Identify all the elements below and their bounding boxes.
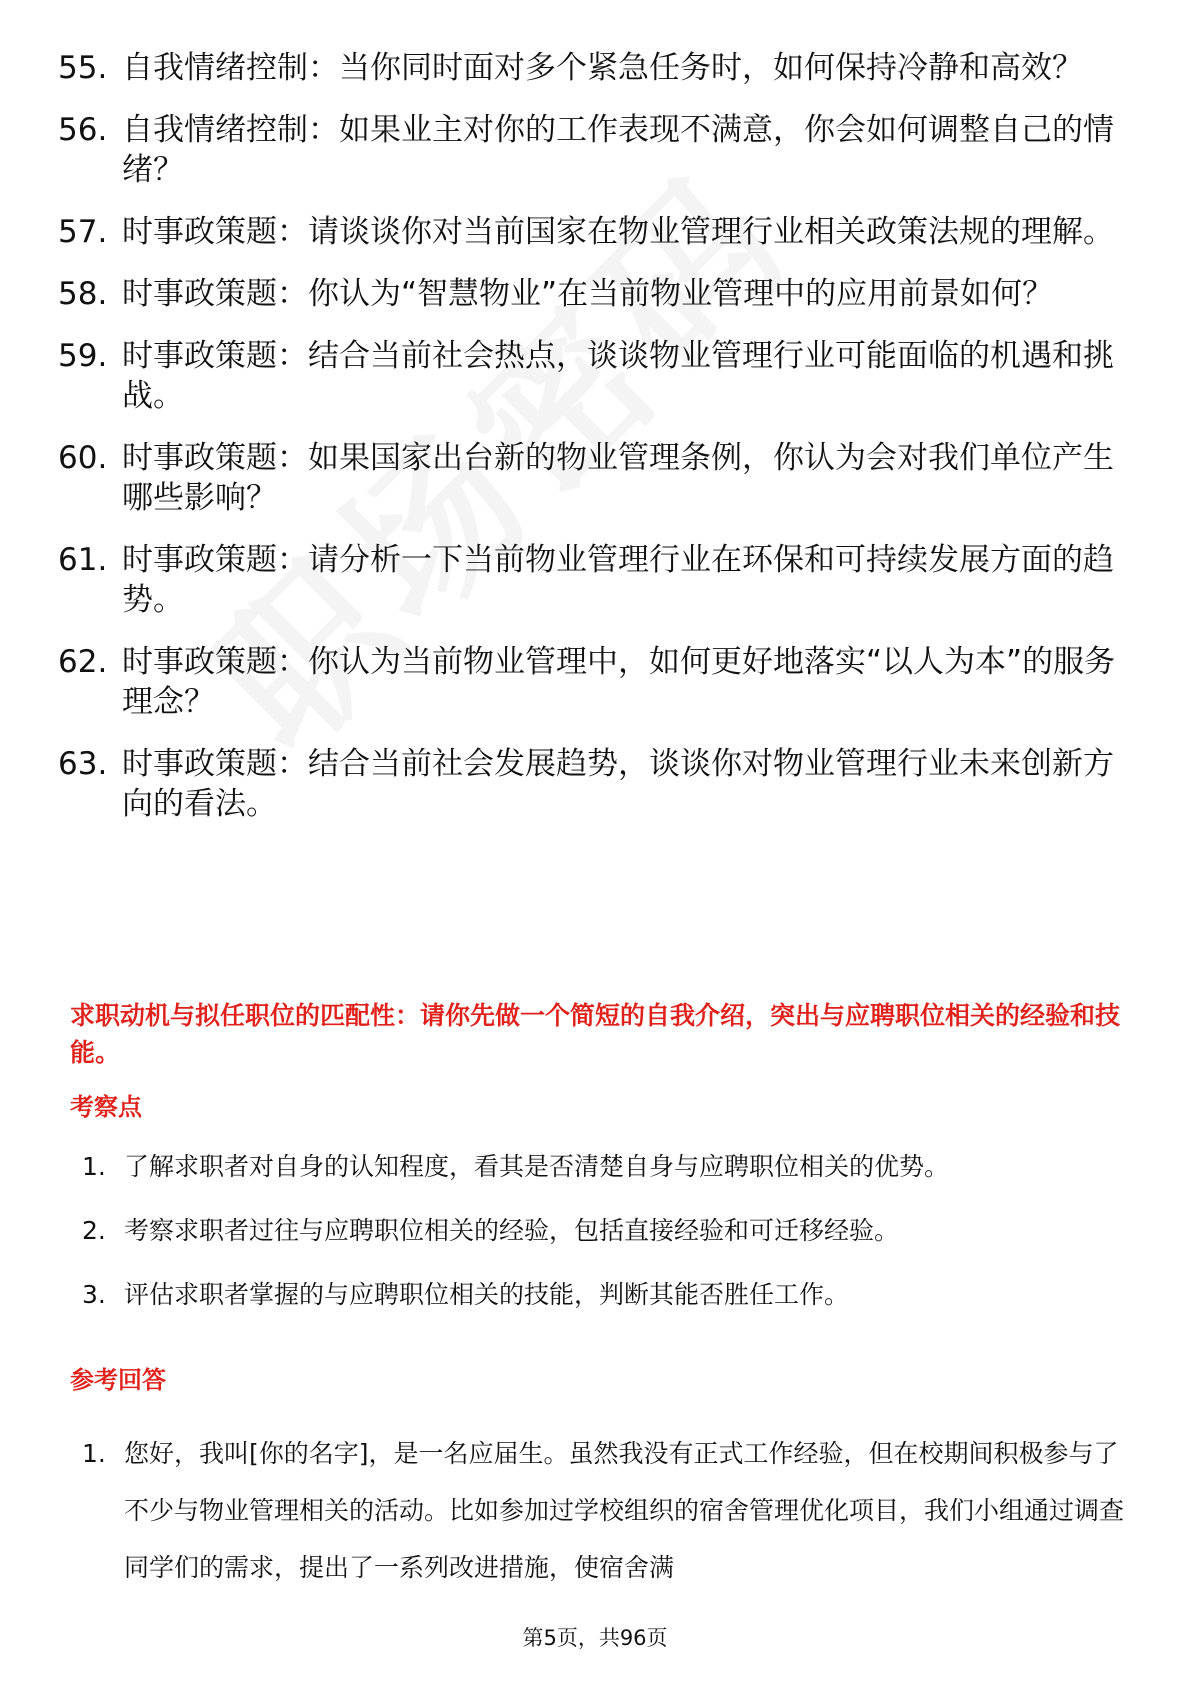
question-text: 时事政策题：如果国家出台新的物业管理条例，你认为会对我们单位产生哪些影响？ xyxy=(122,440,1114,516)
question-item-60 xyxy=(58,438,1138,518)
points-list xyxy=(82,1150,949,1342)
question-number: 56. xyxy=(58,112,108,148)
point-item-2 xyxy=(82,1214,949,1248)
question-item-58 xyxy=(58,274,1138,314)
point-item-1 xyxy=(82,1150,949,1184)
question-number: 63. xyxy=(58,746,108,782)
question-item-55 xyxy=(58,48,1138,88)
question-text: 时事政策题：你认为“智慧物业”在当前物业管理中的应用前景如何？ xyxy=(122,276,1054,312)
question-item-57 xyxy=(58,212,1138,252)
question-text: 时事政策题：结合当前社会热点，谈谈物业管理行业可能面临的机遇和挑战。 xyxy=(122,338,1114,414)
question-number: 62. xyxy=(58,644,108,680)
question-item-59 xyxy=(58,336,1138,416)
answer-label: 参考回答 xyxy=(70,1366,166,1394)
point-text: 考察求职者过往与应聘职位相关的经验，包括直接经验和可迁移经验。 xyxy=(124,1216,900,1245)
page-footer: 第5页，共96页 xyxy=(522,1626,668,1650)
question-number: 60. xyxy=(58,440,108,476)
question-text: 时事政策题：请谈谈你对当前国家在物业管理行业相关政策法规的理解。 xyxy=(122,214,1114,250)
question-item-62 xyxy=(58,642,1138,722)
points-label: 考察点 xyxy=(70,1093,142,1121)
question-number: 55. xyxy=(58,50,108,86)
question-text: 自我情绪控制：当你同时面对多个紧急任务时，如何保持冷静和高效？ xyxy=(122,50,1083,86)
answer-text: 您好，我叫[你的名字]，是一名应届生。虽然我没有正式工作经验，但在校期间积极参与了不少与物业管理相关的活动。比如参加过学校组织的宿舍管理优化项目，我们小组通过调查同学们的需求，提出了一系列改进措施，使宿舍满 xyxy=(124,1439,1125,1582)
section-heading: 求职动机与拟任职位的匹配性：请你先做一个简短的自我介绍，突出与应聘职位相关的经验和技能。 xyxy=(70,1001,1121,1067)
question-number: 57. xyxy=(58,214,108,250)
question-text: 时事政策题：结合当前社会发展趋势，谈谈你对物业管理行业未来创新方向的看法。 xyxy=(122,746,1114,822)
question-item-56 xyxy=(58,110,1138,190)
answer-number: 1. xyxy=(82,1439,106,1468)
point-text: 了解求职者对自身的认知程度，看其是否清楚自身与应聘职位相关的优势。 xyxy=(124,1152,950,1181)
point-number: 3. xyxy=(82,1280,106,1309)
point-text: 评估求职者掌握的与应聘职位相关的技能，判断其能否胜任工作。 xyxy=(124,1280,850,1309)
question-text: 自我情绪控制：如果业主对你的工作表现不满意，你会如何调整自己的情绪？ xyxy=(122,112,1114,188)
question-number: 58. xyxy=(58,276,108,312)
point-number: 2. xyxy=(82,1216,106,1245)
point-item-3 xyxy=(82,1278,949,1312)
question-item-61 xyxy=(58,540,1138,620)
question-number: 59. xyxy=(58,338,108,374)
question-text: 时事政策题：你认为当前物业管理中，如何更好地落实“以人为本”的服务理念？ xyxy=(122,644,1116,720)
answer-item-1 xyxy=(82,1425,1124,1596)
question-number: 61. xyxy=(58,542,108,578)
question-text: 时事政策题：请分析一下当前物业管理行业在环保和可持续发展方面的趋势。 xyxy=(122,542,1114,618)
point-number: 1. xyxy=(82,1152,106,1181)
question-list xyxy=(58,48,1138,846)
question-item-63 xyxy=(58,744,1138,824)
